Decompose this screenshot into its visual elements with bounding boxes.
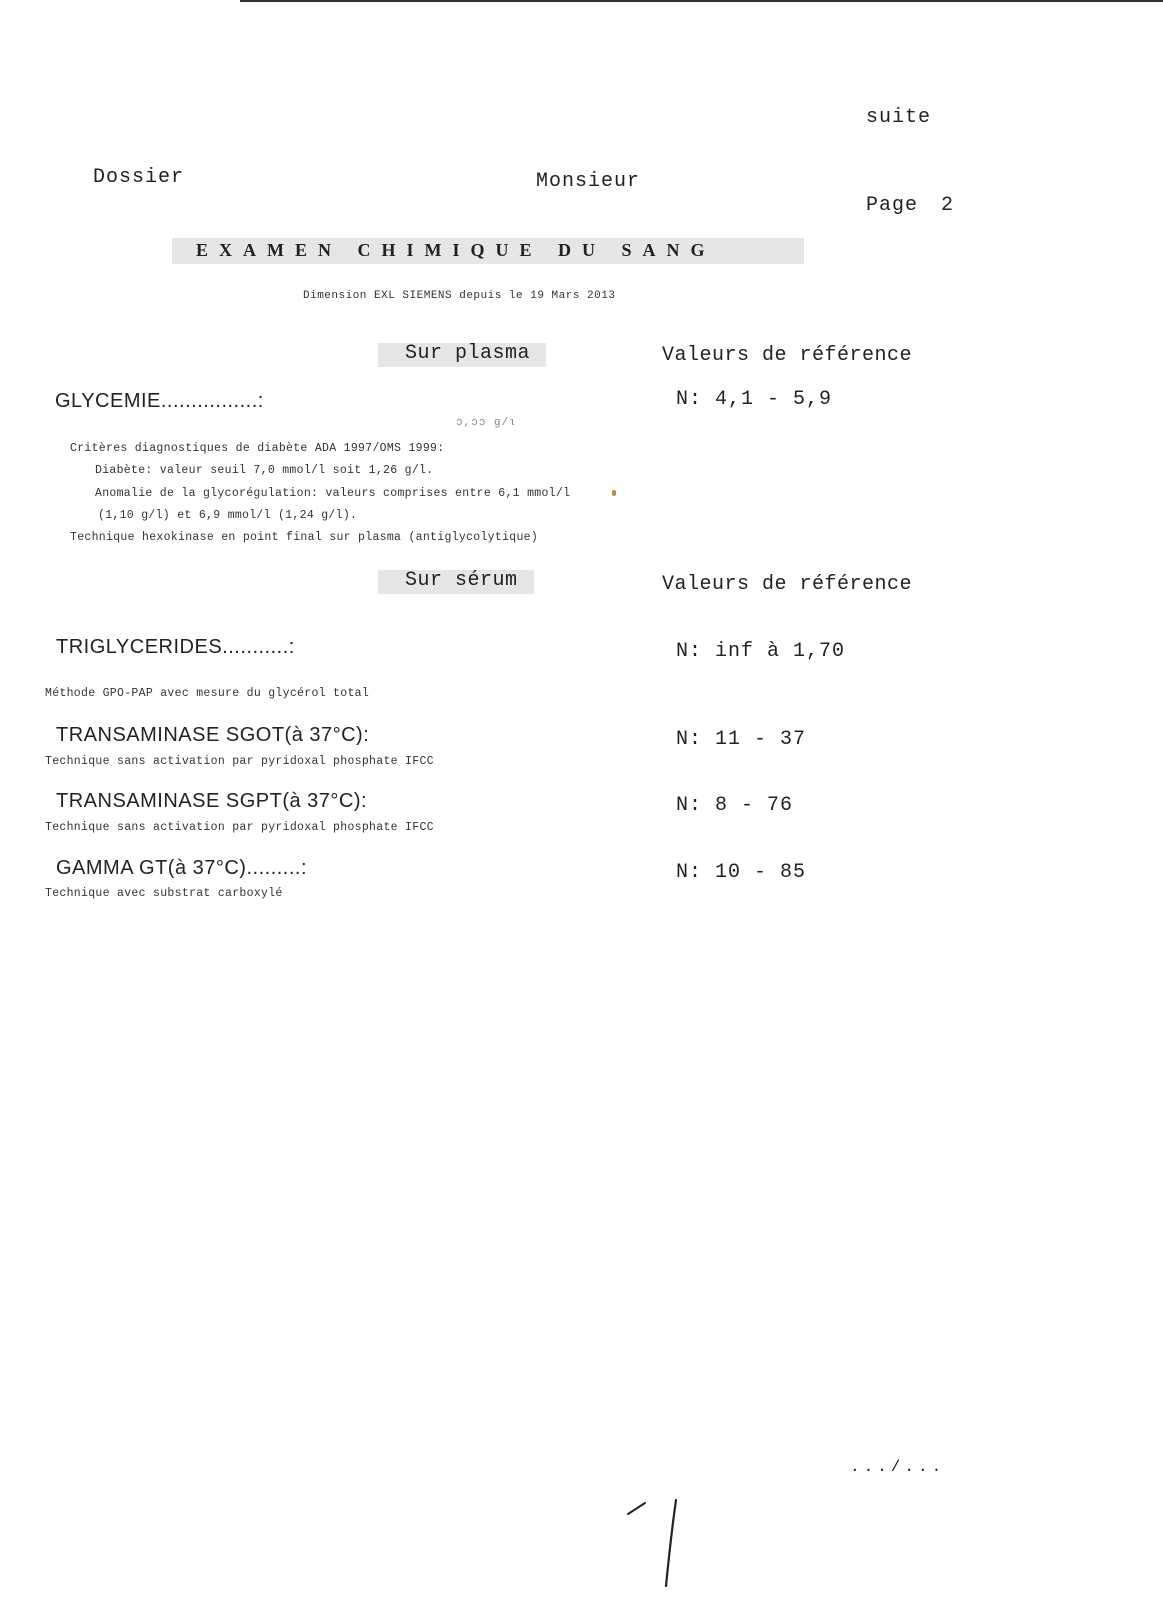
patient-title: Monsieur xyxy=(536,170,641,193)
glycemie-label: GLYCEMIE................: xyxy=(55,390,264,412)
glycemie-note: (1,10 g/l) et 6,9 mmol/l (1,24 g/l). xyxy=(98,509,358,522)
page-label: Page xyxy=(866,194,919,217)
test-label-triglycerides: TRIGLYCERIDES...........: xyxy=(56,636,295,658)
plasma-reference-header: Valeurs de référence xyxy=(662,344,913,367)
test-reference-sgot: N: 11 - 37 xyxy=(676,728,807,751)
glycemie-note: Critères diagnostiques de diabète ADA 1997/OMS 1999: xyxy=(70,442,445,455)
test-reference-gamma-gt: N: 10 - 85 xyxy=(676,861,807,884)
glycemie-note: Anomalie de la glycorégulation: valeurs comprises entre 6,1 mmol/l xyxy=(95,487,571,500)
serum-section-title: Sur sérum xyxy=(405,569,518,592)
test-label-sgot: TRANSAMINASE SGOT(à 37°C): xyxy=(56,724,370,746)
serum-reference-header: Valeurs de référence xyxy=(662,573,913,596)
test-label-sgpt: TRANSAMINASE SGPT(à 37°C): xyxy=(56,790,368,812)
handwritten-page-mark xyxy=(600,1490,690,1590)
dossier-label: Dossier xyxy=(93,166,185,189)
test-note-sgpt: Technique sans activation par pyridoxal phosphate IFCC xyxy=(45,821,434,834)
test-label-gamma-gt: GAMMA GT(à 37°C).........: xyxy=(56,857,308,879)
test-reference-sgpt: N: 8 - 76 xyxy=(676,794,794,817)
test-note-sgot: Technique sans activation par pyridoxal phosphate IFCC xyxy=(45,755,434,768)
test-note-triglycerides: Méthode GPO-PAP avec mesure du glycérol total xyxy=(45,687,370,700)
ink-dot xyxy=(612,490,616,496)
instrument-note: Dimension EXL SIEMENS depuis le 19 Mars 2013 xyxy=(303,290,616,302)
top-rule xyxy=(240,0,1163,2)
continuation-label: suite xyxy=(866,106,932,129)
glycemie-note: Diabète: valeur seuil 7,0 mmol/l soit 1,26 g/l. xyxy=(95,464,434,477)
continuation-mark: .../... xyxy=(850,1458,946,1476)
glycemie-reference: N: 4,1 - 5,9 xyxy=(676,388,833,411)
page-number: 2 xyxy=(941,194,955,217)
glycemie-technique-note: Technique hexokinase en point final sur plasma (antiglycolytique) xyxy=(70,531,539,544)
test-reference-triglycerides: N: inf à 1,70 xyxy=(676,640,846,663)
test-note-gamma-gt: Technique avec substrat carboxylé xyxy=(45,887,283,900)
glycemie-faint-value: ɔ,ɔɔ g/ɩ xyxy=(456,417,517,429)
exam-title: EXAMEN CHIMIQUE DU SANG xyxy=(196,240,716,260)
plasma-section-title: Sur plasma xyxy=(405,342,531,365)
